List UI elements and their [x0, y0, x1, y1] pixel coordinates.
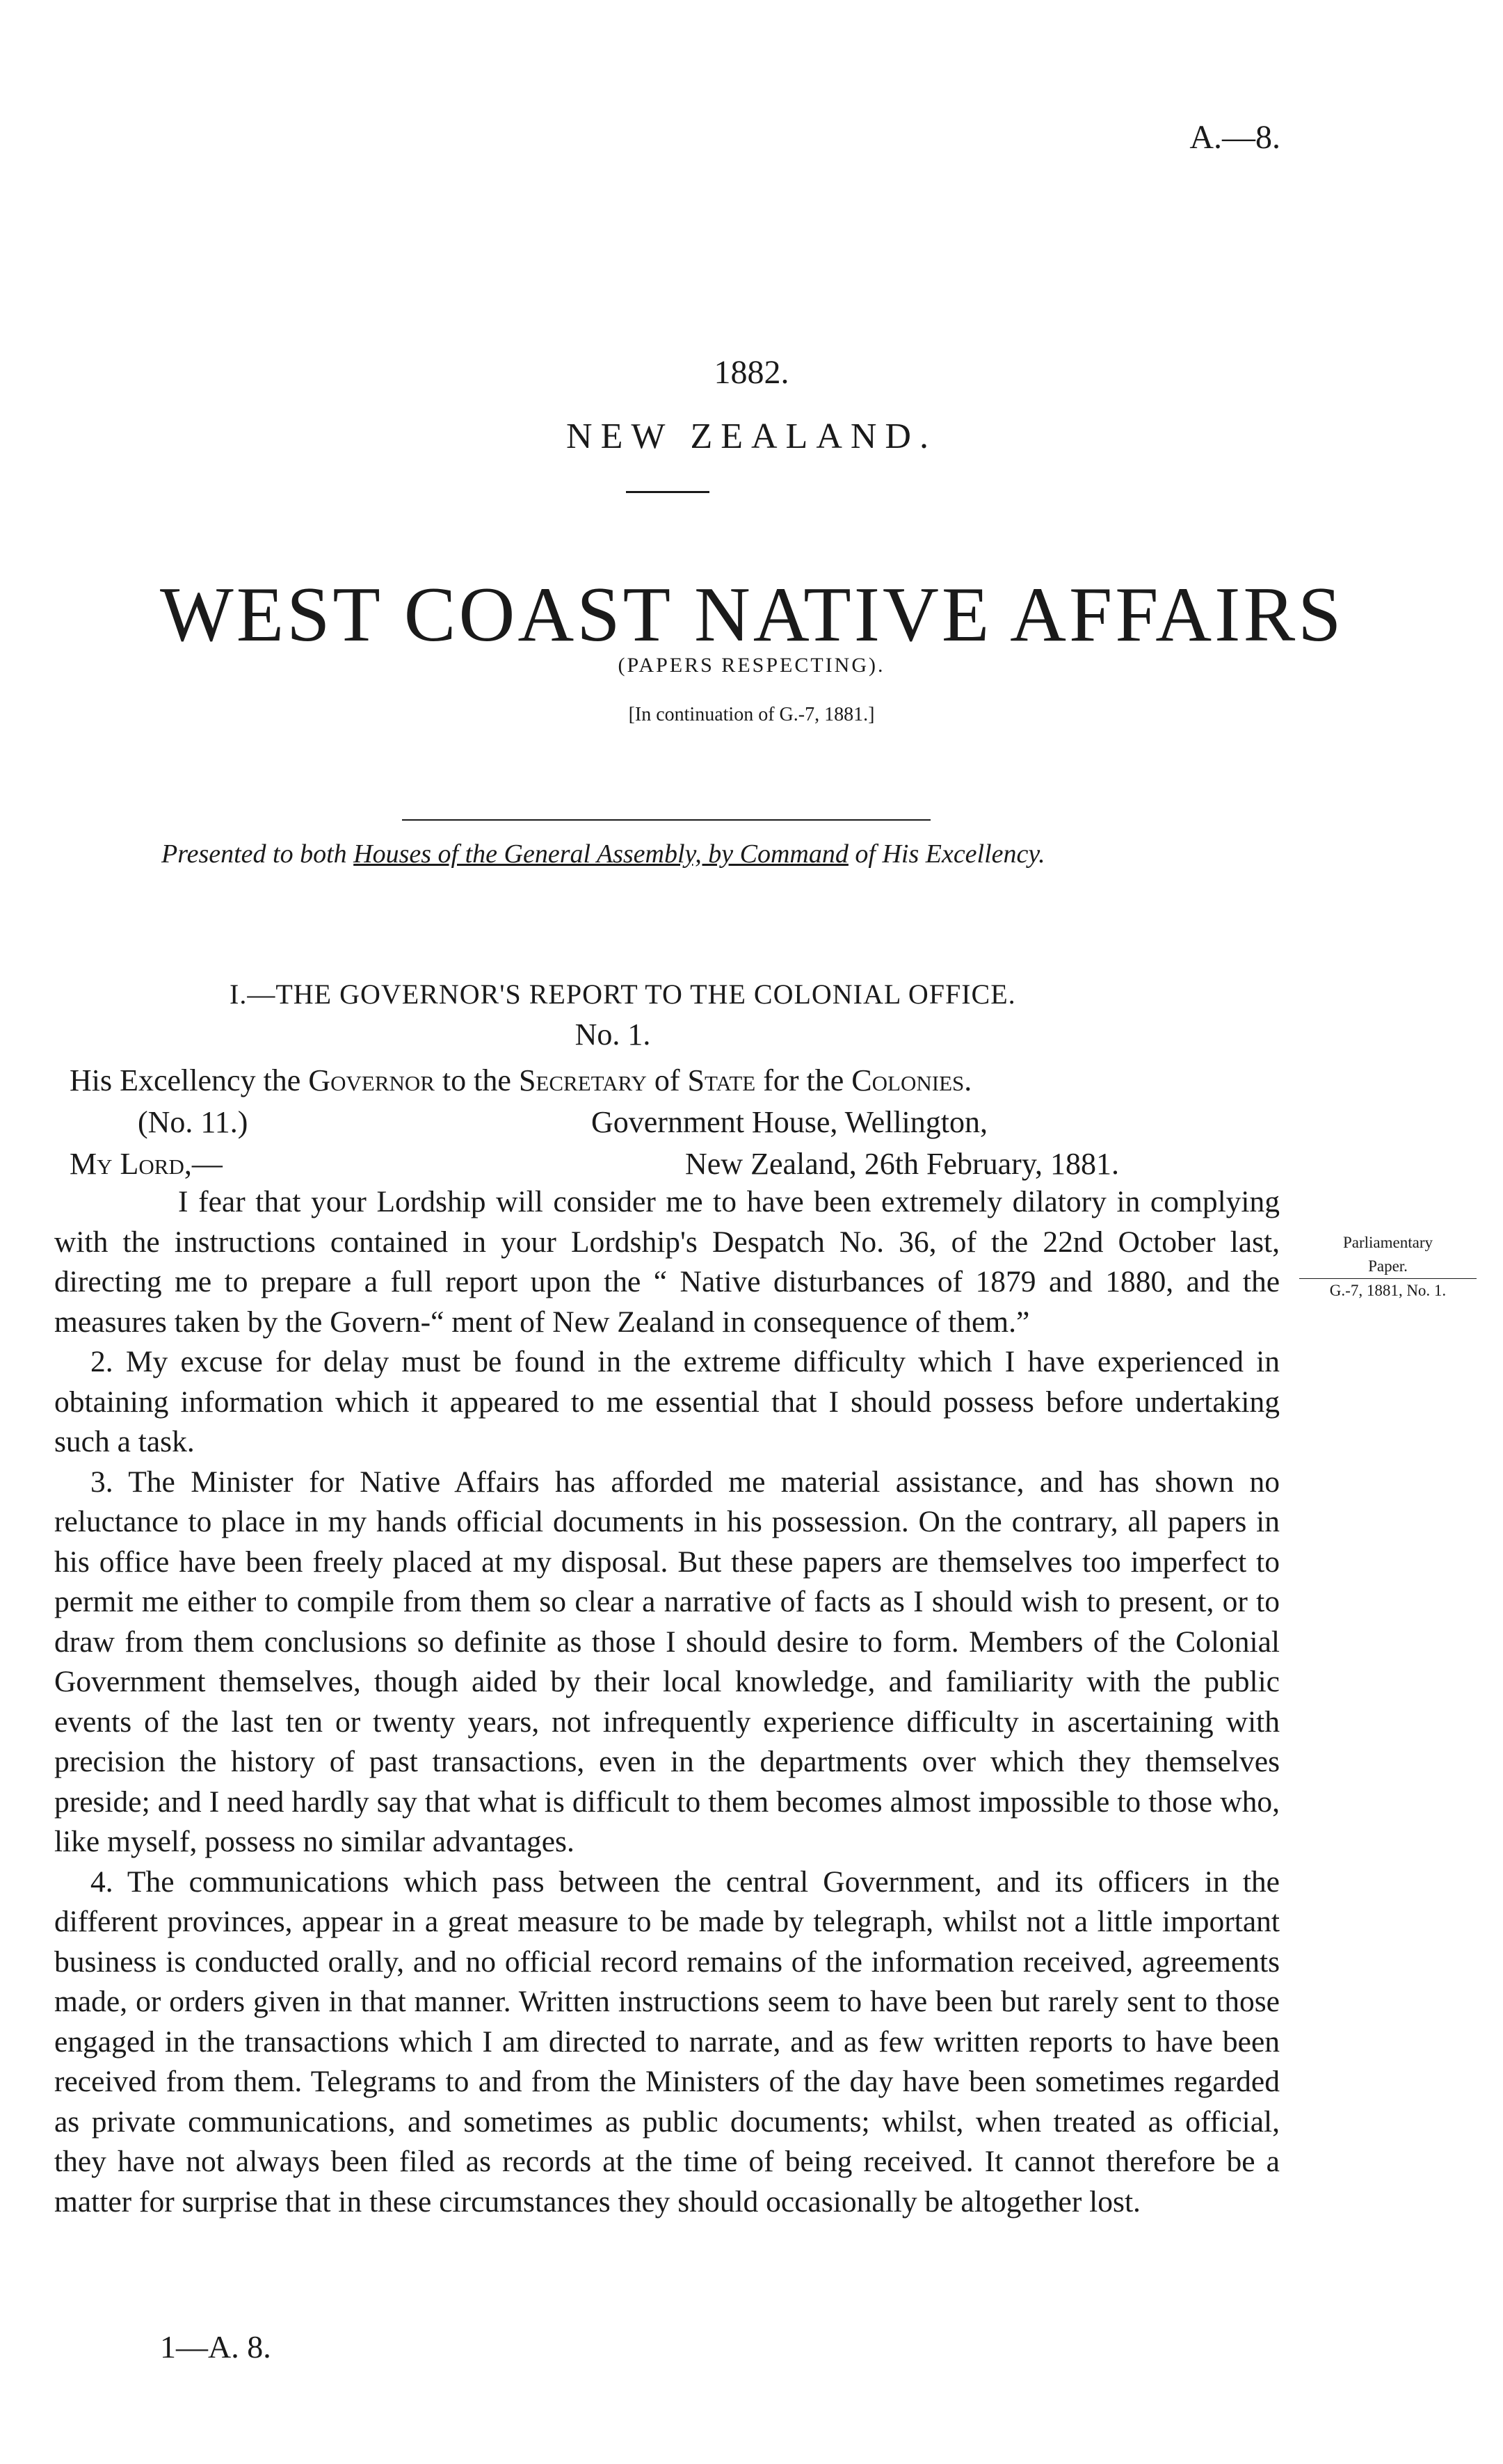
margin-note	[1299, 1231, 1477, 1303]
presentation-part-1: Presented to both	[161, 839, 354, 869]
sender-text: for the	[755, 1063, 852, 1097]
presentation-line	[161, 839, 1045, 869]
sender-text: of	[646, 1063, 688, 1097]
sender-secretary: Secretary	[518, 1063, 647, 1097]
document-number: No. 1.	[574, 1017, 651, 1052]
dispatch-place-line-2: New Zealand, 26th February, 1881.	[685, 1147, 1119, 1181]
document-subtitle: (PAPERS RESPECTING).	[618, 654, 885, 677]
divider-long	[402, 819, 931, 821]
publication-year: 1882.	[714, 354, 789, 391]
sender-colonies: Colonies	[851, 1063, 965, 1097]
dispatch-place-line-1: Government House, Wellington,	[591, 1105, 988, 1139]
dispatch-number: (No. 11.)	[138, 1105, 248, 1139]
sender-text: to the	[434, 1063, 519, 1097]
salutation: My Lord,—	[70, 1147, 223, 1181]
paper-reference: A.—8.	[1189, 119, 1280, 156]
report-body	[54, 1182, 1280, 2222]
paragraph-2: 2. My excuse for delay must be found in the extreme difficulty which I have experienced in obtaining information which it appeared to me essential that I should possess before undertaking such a task.	[54, 1345, 1280, 1458]
section-heading: I.—THE GOVERNOR'S REPORT TO THE COLONIAL OFFICE.	[230, 979, 1016, 1010]
sender-text: .	[964, 1063, 972, 1097]
document-title: WEST COAST NATIVE AFFAIRS	[160, 572, 1344, 658]
country-heading: NEW ZEALAND.	[566, 417, 937, 456]
sender-governor: Governor	[308, 1063, 435, 1097]
sender-state: State	[687, 1063, 756, 1097]
presentation-part-2: Houses of the General Assembly, by Command	[353, 839, 849, 869]
paragraph-1: I fear that your Lordship will consider me to have been extremely dilatory in complying with the instructions contained in your Lordship's Despatch No. 36, of the 22nd October last, directing me to prepare a full report upon the “ Native disturbances of 1879 and 1880, and the measures taken by the Govern-“ ment of New Zealand in consequence of them.”	[54, 1185, 1280, 1339]
margin-note-line-2: Paper.	[1299, 1255, 1477, 1279]
paragraph-4: 4. The communications which pass between the central Government, and its officers in the different provinces, appear in a great measure to be made by telegraph, whilst not a little important business is conducted orally, and no official record remains of the information received, agreements made, or orders given in that manner. Written instructions seem to have been but rarely sent to those engaged in the transactions which I am directed to narrate, and as few written reports to have been received from them. Telegrams to and from the Ministers of the day have been sometimes regarded as private communications, and sometimes as public documents; whilst, when treated as official, they have not always been filed as records at the time of being received. It cannot therefore be a matter for surprise that in these circumstances they should occasionally be altogether lost.	[54, 1865, 1280, 2219]
margin-note-line-3: G.-7, 1881, No. 1.	[1329, 1282, 1447, 1299]
dispatch-sender-line	[70, 1063, 972, 1098]
page-signature: 1—A. 8.	[160, 2329, 271, 2365]
paragraph-3: 3. The Minister for Native Affairs has afforded me material assistance, and has shown no reluctance to place in my hands official documents in his possession. On the contrary, all papers in his office have been freely placed at my disposal. But these papers are themselves too imperfect to permit me either to compile from them so clear a narrative of facts as I should wish to present, or to draw from them conclusions so definite as those I should desire to form. Members of the Colonial Government themselves, though aided by their local knowledge, and familiarity with the public events of the last ten or twenty years, not infrequently experience difficulty in ascertaining with precision the history of past transactions, even in the departments over which they themselves preside; and I need hardly say that what is difficult to them becomes almost impossible to those who, like myself, possess no similar advantages.	[54, 1465, 1280, 1858]
margin-note-line-1: Parliamentary	[1342, 1234, 1433, 1251]
continuation-note: [In continuation of G.-7, 1881.]	[628, 704, 875, 725]
divider-short	[626, 491, 709, 493]
presentation-part-3: of His Excellency.	[848, 839, 1045, 869]
sender-text: His Excellency the	[70, 1063, 309, 1097]
